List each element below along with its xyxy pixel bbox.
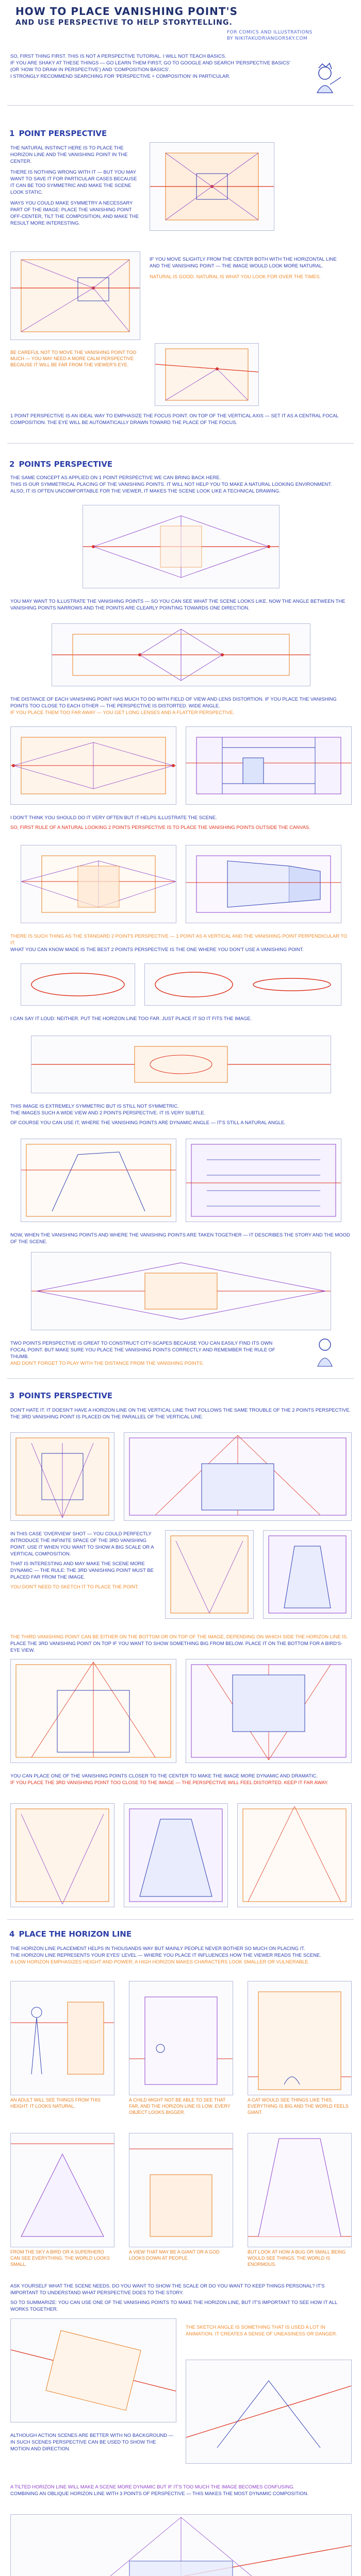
three-point-topdown-figure [165, 1530, 254, 1619]
one-point-tilted-figure [155, 343, 259, 406]
paragraph: THE NATURAL INSTINCT HERE IS TO PLACE THE HORIZON LINE AND THE VANISHING POINT IN THE CENTER. [10, 145, 128, 164]
section-divider [7, 1919, 354, 1920]
horizon-panel-bird [10, 2133, 114, 2247]
section-2-p7 [10, 1103, 351, 1126]
section-heading: POINTS PERSPECTIVE [19, 1391, 113, 1400]
paragraph: IF YOU MOVE SLIGHTLY FROM THE CENTER BOTH WITH THE HORIZONTAL LINE AND THE VANISHING POINT — THE IMAGE WOULD LOOK MORE NATURAL. [150, 256, 337, 268]
one-point-centered-figure [150, 142, 274, 231]
highlight-text: AND DON'T FORGET TO PLAY WITH THE DISTANCE FROM THE VANISHING POINTS. [10, 1360, 204, 1366]
intro-paragraph [10, 53, 299, 79]
section-heading: POINTS PERSPECTIVE [19, 460, 113, 469]
highlight-text: A LOW HORIZON EMPHASIZES HEIGHT AND POWER; A HIGH HORIZON MAKES CHARACTERS LOOK SMALLER OR VULNERABLE. [10, 1959, 310, 1964]
panel-caption: FROM THE SKY A BIRD OR A SUPERHERO CAN SEE EVERYTHING. THE WORLD LOOKS SMALL. [10, 2249, 110, 2267]
content-area [0, 52, 361, 2576]
panel-caption: A VIEW THAT MAY BE A GIANT OR A GOD LOOKS DOWN AT PEOPLE. [129, 2249, 220, 2261]
section-2-p6: I CAN SAY IT LOUD: NEITHER. PUT THE HORIZON LINE TOO FAR. JUST PLACE IT SO IT FITS THE IMAGE. [10, 1015, 252, 1021]
paragraph: THE IMAGES SUCH A WIDE VIEW AND 2 POINTS PERSPECTIVE. IT IS VERY SUBTLE. [10, 1110, 206, 1115]
two-point-offcanvas-figure [21, 845, 176, 923]
section-number: 3 [9, 1391, 15, 1400]
horizon-panel-cat [248, 1981, 352, 2095]
horizon-panel-child [129, 1981, 233, 2095]
paragraph: THE HORIZON LINE PLACEMENT HELPS IN THOUSANDS WAY BUT MAINLY PEOPLE NEVER BOTHER SO MUCH ON PLACING IT. [10, 1945, 305, 1951]
panel-caption: AN ADULT WILL SEE THINGS FROM THIS HEIGHT. IT LOOKS NATURAL. [10, 2097, 101, 2109]
highlight-text: THE THIRD VANISHING POINT CAN BE EITHER ON THE BOTTOM OR ON TOP OF THE IMAGE, DEPENDING ON WHICH SIDE THE HORIZON LINE IS. [10, 1634, 348, 1639]
section-number: 2 [9, 460, 15, 469]
three-point-example-c [237, 1803, 352, 1907]
intro-line: I STRONGLY RECOMMEND SEARCHING FOR 'PERSPECTIVE + COMPOSITION' IN PARTICULAR. [10, 73, 231, 79]
paragraph: COMBINING AN OBLIQUE HORIZON LINE WITH 3 POINTS OF PERSPECTIVE — THIS MAKES THE MOST DYNAMIC COMPOSITION. [10, 2490, 309, 2496]
tilt-note [10, 2483, 351, 2497]
two-point-narrow-figure [52, 623, 310, 686]
section-heading: PLACE THE HORIZON LINE [19, 1929, 132, 1939]
section-2-p5 [10, 933, 351, 953]
horizon-panel-adult [10, 1981, 114, 2095]
paragraph: THE SAME CONCEPT AS APPLIED ON 1 POINT PERSPECTIVE WE CAN BRING BACK HERE. [10, 474, 221, 480]
paragraph: PLACE THE 3RD VANISHING POINT ON TOP IF YOU WANT TO SHOW SOMETHING BIG FROM BELOW. PLACE IT ON THE BOTTOM FOR A BIRD'S-EYE VIEW. [10, 1640, 343, 1653]
paragraph: SO TO SUMMARIZE: YOU CAN USE ONE OF THE VANISHING POINTS TO MAKE THE HORIZON LINE, BUT IT'S IMPORTANT TO SEE HOW IT ALL WORKS TOGETHER. [10, 2299, 337, 2312]
two-point-dynamic-figure [21, 1139, 176, 1222]
section-2-p9 [10, 1340, 289, 1366]
action-scene-note: ALTHOUGH ACTION SCENES ARE BETTER WITH NO BACKGROUND — IN SUCH SCENES PERSPECTIVE CAN BE USED TO SHOW THE MOTION AND DIRECTION. [10, 2432, 174, 2451]
highlight-text: THERE IS SUCH THING AS THE STANDARD 2 POINTS PERSPECTIVE — 1 POINT AS A VERTICAL AND THE VANISHING POINT PERPENDICULAR TO IT. [10, 933, 348, 945]
credit-line: FOR COMICS AND ILLUSTRATIONS [227, 30, 313, 35]
two-point-mood-figure [31, 1252, 331, 1330]
two-point-symmetric-figure [83, 505, 280, 588]
tip-caption: BE CAREFUL NOT TO MOVE THE VANISHING POINT TOO MUCH — YOU MAY NEED A MORE CALM PERSPECTIVE BECAUSE IT WILL BE FAR FROM THE VIEWER'S EYE. [10, 350, 137, 367]
paragraph: IN THIS CASE 'OVERVIEW' SHOT — YOU COULD PERFECTLY INTRODUCE THE INFINITE SPACE OF THE 3RD VANISHING POINT. USE IT WHEN YOU WANT TO SHOW A BIG SCALE OR A VERTICAL COMPOSITION. [10, 1531, 154, 1556]
section-3-p4 [10, 1772, 351, 1786]
ellipse-comparison-figure [144, 963, 341, 1006]
highlight-text: NATURAL IS GOOD. NATURAL IS WHAT YOU LOOK FOR OVER THE TIMES. [150, 274, 321, 279]
section-2-p3 [10, 696, 351, 716]
tip-text: 1 POINT PERSPECTIVE IS AN IDEAL WAY TO EMPHASIZE THE FOCUS POINT. ON TOP OF THE VERTICAL AXIS — SET IT AS A CENTRAL FOCAL COMPOSITION. THE EYE WILL BE AUTOMATICALLY DRAWN TOWARD THE PLACE OF THE FOCUS. [10, 413, 339, 425]
paragraph: WAYS YOU COULD MAKE SYMMETRY A NECESSARY PART OF THE IMAGE: PLACE THE VANISHING POINT OFF-CENTER, TILT THE COMPOSITION, AND MAKE THE RESULT MORE INTERESTING. [10, 200, 139, 226]
section-title-1-point [9, 129, 107, 138]
section-4-closing [10, 2282, 351, 2312]
section-2-p2: YOU MAY WANT TO ILLUSTRATE THE VANISHING POINTS — SO YOU CAN SEE WHAT THE SCENE LOOKS LIKE. NOW THE ANGLE BETWEEN THE VANISHING POINTS NARROWS AND THE POINTS ARE CLEARLY POINTING TOWARDS ONE DIRECTION. [10, 598, 346, 611]
guide-character-icon [302, 62, 348, 98]
paragraph: ALSO, IT IS OFTEN UNCOMFORTABLE FOR THE VIEWER, IT MAKES THE SCENE LOOK LIKE A TECHNICAL DRAWING. [10, 488, 281, 494]
paragraph: TWO POINTS PERSPECTIVE IS GREAT TO CONSTRUCT CITY-SCAPES BECAUSE YOU CAN EASILY FIND ITS OWN FOCAL POINT. BUT MAKE SURE YOU PLACE THE VANISHING POINTS CORRECTLY AND REMEMBER THE RULE OF THUMB. [10, 1340, 275, 1359]
three-point-building-figure [263, 1530, 352, 1619]
section-title-horizon [9, 1929, 132, 1939]
three-point-example-a [10, 1803, 114, 1907]
dutch-angle-figure [10, 2318, 176, 2422]
highlight-text: IF YOU PLACE THEM TOO FAR AWAY — YOU GET LONG LENSES AND A FLATTER PERSPECTIVE. [10, 709, 235, 715]
section-divider [7, 443, 354, 444]
horizon-long-figure [31, 1036, 331, 1093]
horizon-panel-bug [248, 2133, 352, 2247]
intro-line: SO, FIRST THING FIRST. THIS IS NOT A PERSPECTIVE TUTORIAL. I WILL NOT TEACH BASICS. [10, 53, 226, 59]
three-point-overview-figure [10, 1432, 114, 1521]
two-point-room-figure [186, 726, 352, 805]
paragraph: YOU CAN PLACE ONE OF THE VANISHING POINTS CLOSER TO THE CENTER TO MAKE THE IMAGE MORE DYNAMIC AND DRAMATIC. [10, 1773, 318, 1778]
paragraph: THE HORIZON LINE REPRESENTS YOUR EYES' LEVEL — WHERE YOU PLACE IT INFLUENCES HOW THE VIEWER READS THE SCENE. [10, 1952, 321, 1958]
horizon-panel-giant [129, 2133, 233, 2247]
panel-caption: A CHILD MIGHT NOT BE ABLE TO SEE THAT FAR, AND THE HORIZON LINE IS LOW. EVERY OBJECT LOOKS BIGGER. [129, 2097, 231, 2115]
highlight-text: A TILTED HORIZON LINE WILL MAKE A SCENE MORE DYNAMIC BUT IF IT'S TOO MUCH THE IMAGE BECOMES CONFUSING. [10, 2484, 295, 2489]
section-number: 4 [9, 1929, 15, 1939]
page-header [0, 0, 361, 52]
guide-character-icon [304, 1334, 346, 1370]
three-point-example-b [124, 1803, 228, 1907]
paragraph: I DON'T THINK YOU SHOULD DO IT VERY OFTEN BUT IT HELPS ILLUSTRATE THE SCENE. [10, 815, 217, 820]
paragraph: THERE IS NOTHING WRONG WITH IT — BUT YOU MAY WANT TO SAVE IT FOR PARTICULAR CASES BECAUSE IT CAN BE TOO SYMMETRIC AND MAKE THE SCENE LOOK STATIC. [10, 169, 137, 195]
paragraph: OF COURSE YOU CAN USE IT, WHERE THE VANISHING POINTS ARE DYNAMIC ANGLE — IT'S STILL A NATURAL ANGLE. [10, 1120, 286, 1125]
paragraph: THAT IS INTERESTING AND MAY MAKE THE SCENE MORE DYNAMIC — THE RULE: THE 3RD VANISHING POINT MUST BE PLACED FAR FROM THE IMAGE. [10, 1561, 154, 1580]
rule-text: SO, FIRST RULE OF A NATURAL LOOKING 2 POINTS PERSPECTIVE IS TO PLACE THE VANISHING POINTS OUTSIDE THE CANVAS. [10, 824, 310, 830]
two-point-shelves-figure [186, 1139, 341, 1222]
paragraph: WHAT YOU CAN KNOW MADE IS THE BEST 2 POINTS PERSPECTIVE IS THE ONE WHERE YOU DON'T USE A VANISHING POINT. [10, 946, 304, 952]
section-title-3-points [9, 1391, 112, 1400]
section-3-p2 [10, 1530, 155, 1590]
section-2-intro [10, 474, 351, 494]
dutch-angle-note: THE SKETCH ANGLE IS SOMETHING THAT IS USED A LOT IN ANIMATION. IT CREATES A SENSE OF UNEASINESS OR DANGER. [186, 2324, 337, 2336]
section-4-intro [10, 1945, 351, 1965]
three-point-below-figure [10, 1659, 176, 1763]
section-1-text [10, 144, 139, 226]
rule-text: IF YOU PLACE THE 3RD VANISHING POINT TOO CLOSE TO THE IMAGE — THE PERSPECTIVE WILL FEEL DISTORTED. KEEP IT FAR AWAY. [10, 1780, 329, 1785]
intro-line: IF YOU ARE SHAKY AT THESE THINGS — GO LEARN THEM FIRST, GO TO GOOGLE AND SEARCH 'PERSPECTIVE BASICS' (OR 'HOW TO DRAW IN PERSPECTIVE') AND 'COMPOSITION BASICS'. [10, 60, 290, 72]
section-1-note [150, 256, 346, 280]
author-credit: BY NIKITAKUDRIANGORSKY.COM [227, 36, 308, 41]
one-point-offcenter-figure [10, 251, 140, 340]
paragraph: THE DISTANCE OF EACH VANISHING POINT HAS MUCH TO DO WITH FIELD OF VIEW AND LENS DISTORTION. IF YOU PLACE THE VANISHING POINTS TOO CLOSE TO EACH OTHER — THE PERSPECTIVE IS DISTORTED. WIDE ANGLE. [10, 696, 337, 708]
highlight-text: YOU DON'T NEED TO SKETCH IT TO PLACE THE POINT. [10, 1584, 139, 1589]
paragraph: THIS IS OUR SYMMETRICAL PLACING OF THE VANISHING POINTS. IT WILL NOT HELP YOU TO MAKE A NATURAL LOOKING ENVIRONMENT. [10, 481, 332, 487]
section-heading: POINT PERSPECTIVE [19, 129, 107, 138]
section-3-p3 [10, 1633, 351, 1653]
section-divider [7, 1378, 354, 1379]
panel-caption: BUT LOOK AT HOW A BUG OR SMALL BEING WOULD SEE THINGS. THE WORLD IS ENORMOUS. [248, 2249, 346, 2267]
section-3-intro: DON'T HATE IT. IT DOESN'T HAVE A HORIZON LINE ON THE VERTICAL LINE THAT FOLLOWS THE SAME TROUBLE OF THE 2 POINTS PERSPECTIVE. THE 3RD VANISHING POINT IS PLACED ON THE PARALLEL OF THE VERTICAL LINE. [10, 1407, 351, 1419]
three-point-above-figure [186, 1659, 352, 1763]
combined-dynamic-figure [10, 2514, 352, 2576]
section-number: 1 [9, 129, 15, 138]
section-2-p8: NOW, WHEN THE VANISHING POINTS AND WHERE THE VANISHING POINTS ARE TAKEN TOGETHER — IT DESCRIBES THE STORY AND THE MOOD OF THE SCENE. [10, 1232, 350, 1244]
section-title-2-points [9, 460, 112, 469]
paragraph: THIS IMAGE IS EXTREMELY SYMMETRIC BUT IS STILL NOT SYMMETRIC. [10, 1103, 179, 1109]
two-point-building-figure [186, 845, 341, 923]
ellipse-sketch-figure [21, 963, 135, 1006]
page-subtitle: AND USE PERSPECTIVE TO HELP STORYTELLING. [15, 19, 233, 27]
panel-caption: A CAT WOULD SEE THINGS LIKE THIS. EVERYTHING IS BIG AND THE WORLD FEELS GIANT. [248, 2097, 349, 2115]
paragraph: ASK YOURSELF WHAT THE SCENE NEEDS. DO YOU WANT TO SHOW THE SCALE OR DO YOU WANT TO KEEP THINGS PERSONAL? IT'S IMPORTANT TO UNDERSTAND WHAT PERSPECTIVE DOES TO THE STORY. [10, 2283, 325, 2295]
section-divider [7, 105, 354, 106]
action-scene-figure [186, 2360, 352, 2464]
page-title: HOW TO PLACE VANISHING POINT'S [15, 5, 238, 18]
three-point-scale-figure [124, 1432, 352, 1521]
two-point-wide-figure [10, 726, 176, 805]
section-2-p4 [10, 814, 351, 831]
